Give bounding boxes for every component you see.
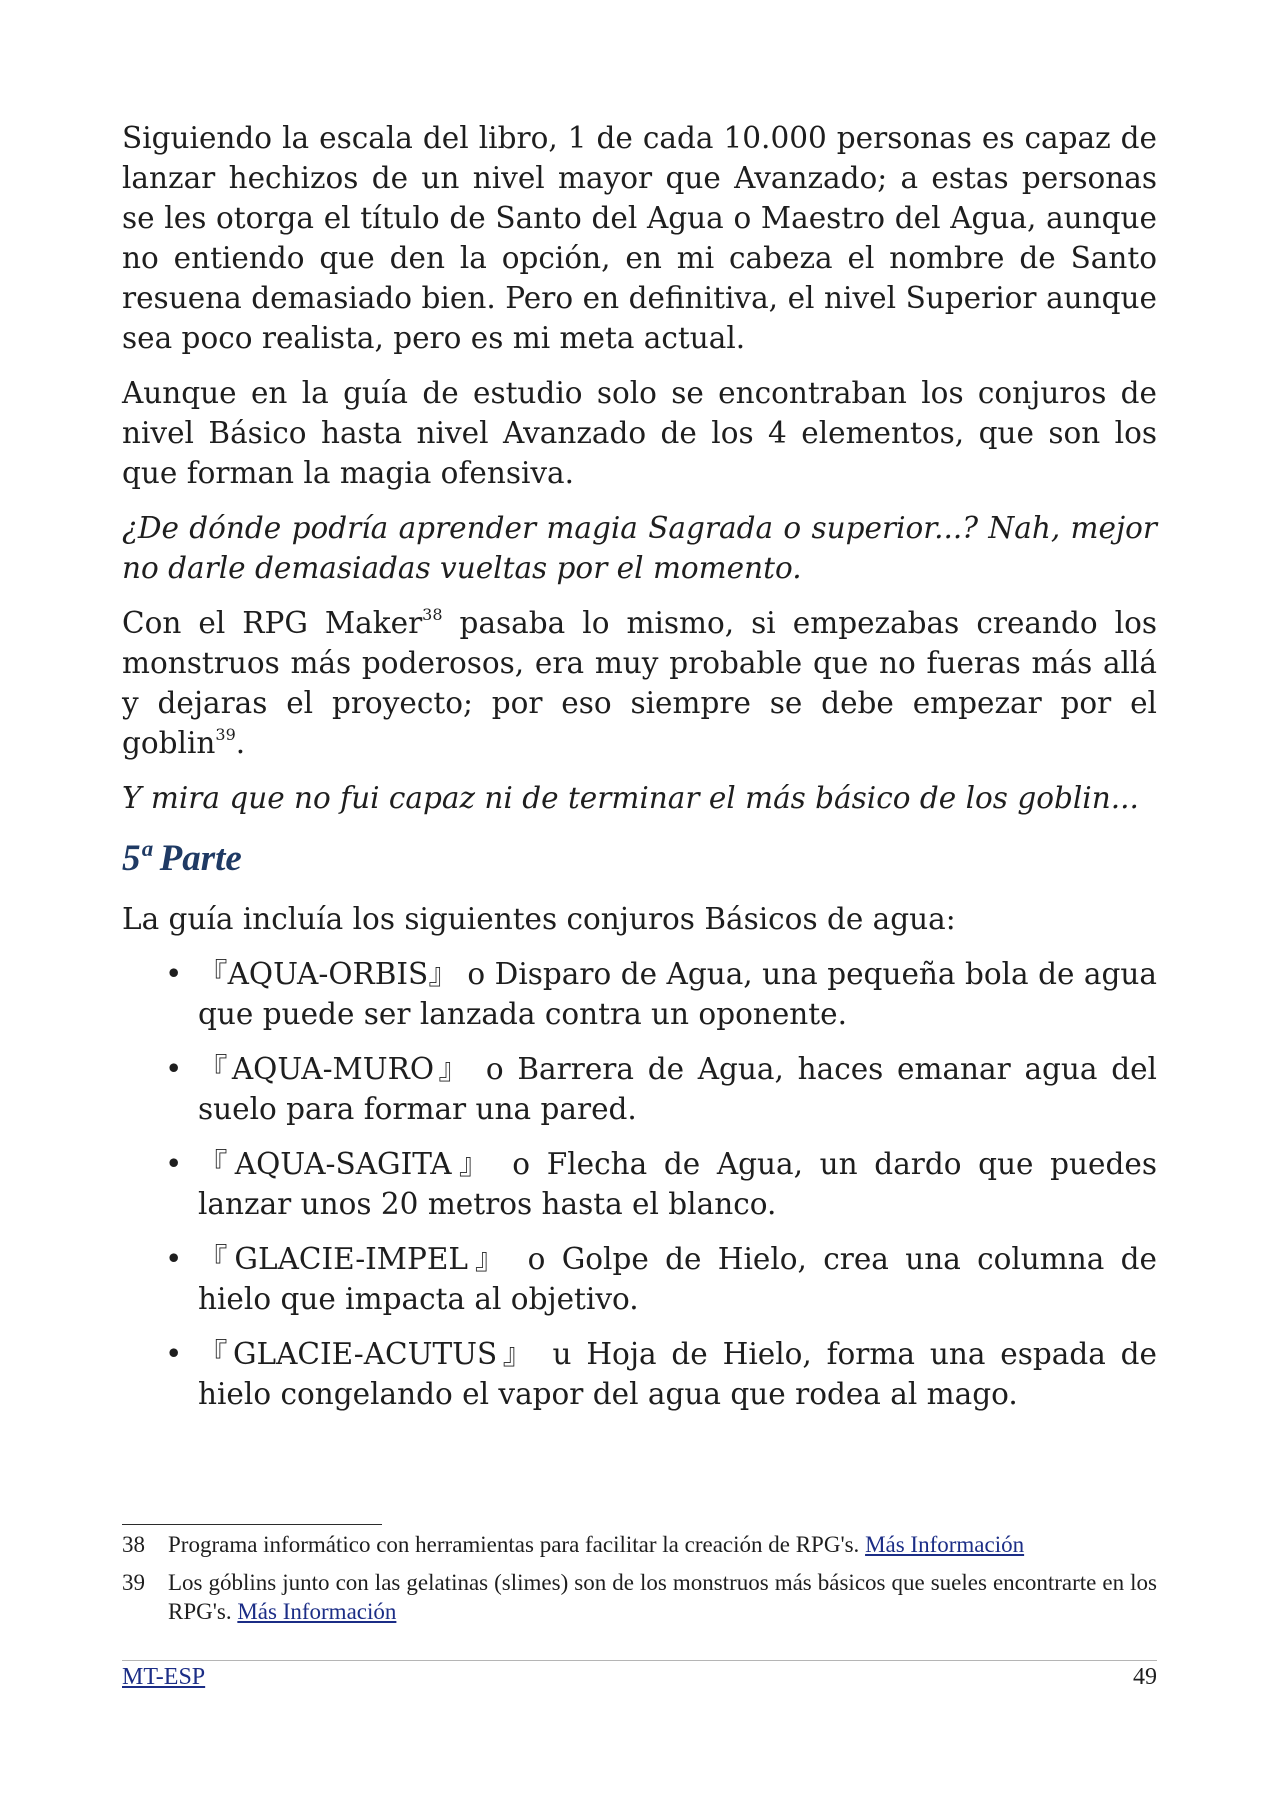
paragraph-scale: Siguiendo la escala del libro, 1 de cada 10.000 personas es capaz de lanzar hechizos de un nivel mayor que Avanzado; a estas personas se les otorga el título de Santo del Agua o Maestro del Agua, aunque no entiendo que den la opción, en mi cabeza el nombre de Santo resuena demasiado bien. Pero en definitiva, el nivel Superior aunque sea poco realista, pero es mi meta actual. xyxy=(122,121,1157,355)
spell-text: 『GLACIE-ACUTUS』 u Hoja de Hielo, forma una espada de hielo congelando el vapor del agua que rodea al mago. xyxy=(198,1337,1157,1411)
page-body xyxy=(122,118,1157,1429)
more-info-link-39[interactable]: Más Información xyxy=(237,1599,397,1624)
spell-text: 『GLACIE-IMPEL』 o Golpe de Hielo, crea una columna de hielo que impacta al objetivo. xyxy=(198,1242,1157,1316)
spell-list xyxy=(122,954,1157,1414)
bullet-icon: • xyxy=(165,1337,183,1371)
footnote-ref-38[interactable]: 38 xyxy=(422,605,443,624)
footnote-number: 39 xyxy=(122,1570,145,1595)
more-info-link-38[interactable]: Más Información xyxy=(865,1532,1025,1557)
section-title: 5ª Parte xyxy=(122,838,242,879)
list-item-aqua-muro xyxy=(122,1049,1157,1129)
spell-text: 『AQUA-ORBIS』 o Disparo de Agua, una pequeña bola de agua que puede ser lanzada contra un oponente. xyxy=(198,957,1157,1031)
list-item-aqua-orbis xyxy=(122,954,1157,1034)
spells-intro: La guía incluía los siguientes conjuros Básicos de agua: xyxy=(122,902,956,936)
spell-text: 『AQUA-MURO』 o Barrera de Agua, haces emanar agua del suelo para formar una pared. xyxy=(198,1052,1157,1126)
footnote-39 xyxy=(122,1568,1157,1626)
page-number: 49 xyxy=(1133,1664,1157,1690)
bullet-icon: • xyxy=(165,1052,183,1086)
footnote-text: Programa informático con herramientas para facilitar la creación de RPG's. xyxy=(168,1532,866,1557)
footer-site-link[interactable]: MT-ESP xyxy=(122,1664,206,1690)
spell-text: 『AQUA-SAGITA』 o Flecha de Agua, un dardo que puedes lanzar unos 20 metros hasta el blanco. xyxy=(198,1147,1157,1221)
list-item-glacie-impel xyxy=(122,1239,1157,1319)
bullet-icon: • xyxy=(165,957,183,991)
footnote-ref-39[interactable]: 39 xyxy=(215,725,236,744)
footnote-divider xyxy=(122,1524,382,1525)
footnotes xyxy=(122,1530,1157,1635)
list-item-aqua-sagita xyxy=(122,1144,1157,1224)
footnote-text: Los góblins junto con las gelatinas (slimes) son de los monstruos más básicos que sueles encontrarte en los RPG's. xyxy=(168,1570,1157,1624)
bullet-icon: • xyxy=(165,1242,183,1276)
footer-divider xyxy=(122,1660,1157,1661)
bullet-icon: • xyxy=(165,1147,183,1181)
list-item-glacie-acutus xyxy=(122,1334,1157,1414)
paragraph-thought-sacred-magic: ¿De dónde podría aprender magia Sagrada o superior...? Nah, mejor no darle demasiadas vueltas por el momento. xyxy=(122,511,1157,585)
rpg-text-part1: Con el RPG Maker xyxy=(122,606,423,640)
rpg-text-part3: . xyxy=(235,726,246,760)
paragraph-thought-goblin: Y mira que no fui capaz ni de terminar el más básico de los goblin... xyxy=(122,781,1139,815)
rpg-text-part2: pasaba lo mismo, si empezabas creando los monstruos más poderosos, era muy probable que no fueras más allá y dejaras el proyecto; por eso siempre se debe empezar por el goblin xyxy=(122,606,1157,760)
footnote-number: 38 xyxy=(122,1532,145,1557)
footnote-38 xyxy=(122,1530,1157,1559)
paragraph-study-guide: Aunque en la guía de estudio solo se encontraban los conjuros de nivel Básico hasta nivel Avanzado de los 4 elementos, que son los que forman la magia ofensiva. xyxy=(122,376,1157,490)
paragraph-rpg-maker xyxy=(122,603,1157,763)
